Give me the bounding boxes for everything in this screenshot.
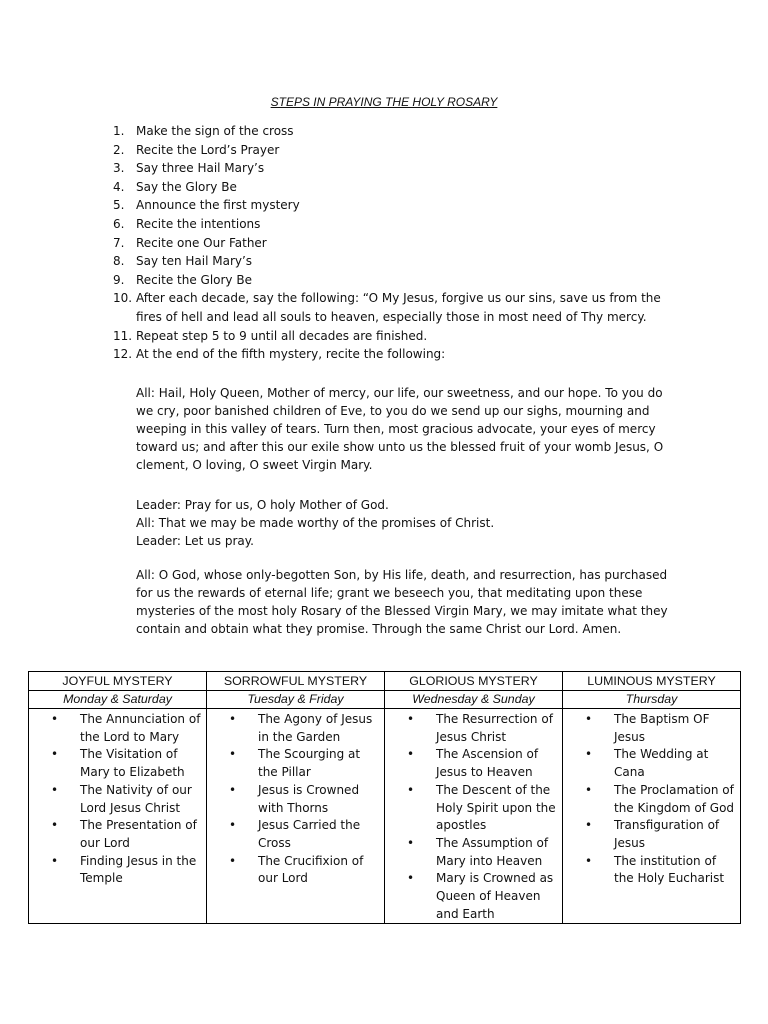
step-text: Make the sign of the cross — [136, 124, 294, 138]
step-item — [113, 122, 673, 141]
mystery-text: Jesus Carried the Cross — [258, 818, 361, 850]
bullet-icon: • — [407, 835, 415, 850]
mystery-text: The Assumption of Mary into Heaven — [436, 835, 549, 868]
paragraph-text: All: O God, whose only-begotten Son, by His life, death, and resurrection, has purchased for us the rewards of eternal life; grant we beseech you, that meditating upon these mysteries of the most holy Rosary of the Blessed Virgin Mary, we may imitate what they contain and obtain what they promise. Through the same Christ our Lord. Amen. — [136, 568, 668, 636]
step-item — [113, 271, 673, 290]
bullet-icon: • — [229, 747, 237, 762]
mystery-list — [207, 711, 384, 888]
mystery-text: Mary is Crowned as Queen of Heaven and Earth — [436, 871, 554, 921]
mystery-text: The Scourging at the Pillar — [258, 747, 361, 780]
mystery-text: The Presentation of our Lord — [80, 818, 197, 850]
step-text: Recite one Our Father — [136, 235, 267, 250]
step-text: Say the Glory Be — [136, 179, 237, 194]
closing-prayer-paragraph — [136, 566, 676, 638]
days-sorrowful: Tuesday & Friday — [207, 691, 385, 709]
mystery-text: The Resurrection of Jesus Christ — [436, 712, 553, 744]
days-luminous: Thursday — [563, 691, 741, 709]
list-item — [207, 853, 384, 888]
hail-holy-queen-paragraph — [136, 384, 676, 474]
step-text: Announce the first mystery — [136, 198, 300, 213]
column-header-glorious: GLORIOUS MYSTERY — [385, 672, 563, 691]
bullet-icon: • — [585, 853, 593, 868]
mystery-text: The Proclamation of the Kingdom of God — [614, 782, 735, 815]
table-items-row — [29, 709, 741, 924]
mystery-list — [385, 711, 562, 923]
list-item — [563, 746, 740, 781]
bullet-icon: • — [407, 871, 415, 886]
column-header-sorrowful: SORROWFUL MYSTERY — [207, 672, 385, 691]
mystery-text: The Ascension of Jesus to Heaven — [436, 747, 539, 780]
document-title: STEPS IN PRAYING THE HOLY ROSARY — [270, 95, 498, 109]
step-number: 4. — [113, 179, 125, 194]
bullet-icon: • — [585, 747, 593, 762]
step-item — [113, 345, 673, 364]
bullet-icon: • — [51, 782, 59, 797]
column-header-luminous: LUMINOUS MYSTERY — [563, 672, 741, 691]
list-item — [385, 870, 562, 923]
response-line: All: That we may be made worthy of the promises of Christ. — [136, 516, 495, 530]
step-text: After each decade, say the following: “O My Jesus, forgive us our sins, save us from the fires of hell and lead all souls to heaven, especially those in most need of Thy mercy. — [136, 291, 661, 324]
mystery-text: Jesus is Crowned with Thorns — [258, 782, 360, 815]
step-number: 6. — [113, 216, 125, 231]
list-item — [385, 711, 562, 746]
list-item — [207, 746, 384, 781]
step-text: Repeat step 5 to 9 until all decades are finished. — [136, 328, 428, 343]
step-number: 10. — [113, 291, 133, 306]
bullet-icon: • — [229, 853, 237, 868]
step-item — [113, 289, 673, 326]
step-number: 12. — [113, 347, 133, 362]
days-joyful: Monday & Saturday — [29, 691, 207, 709]
response-line: Leader: Let us pray. — [136, 534, 254, 548]
mystery-text: The Crucifixion of our Lord — [258, 853, 364, 886]
step-number: 8. — [113, 254, 125, 269]
list-item — [207, 782, 384, 817]
step-item — [113, 196, 673, 215]
mystery-text: The Baptism OF Jesus — [614, 712, 710, 744]
bullet-icon: • — [51, 853, 59, 868]
bullet-icon: • — [229, 712, 237, 726]
mysteries-table — [28, 671, 741, 924]
step-item — [113, 234, 673, 253]
step-item — [113, 252, 673, 271]
responses-block — [136, 496, 676, 550]
days-glorious: Wednesday & Sunday — [385, 691, 563, 709]
list-item — [29, 782, 206, 817]
items-glorious — [385, 709, 563, 924]
steps-list — [113, 122, 673, 364]
step-number: 11. — [113, 328, 133, 343]
bullet-icon: • — [229, 818, 237, 833]
mystery-text: The institution of the Holy Eucharist — [614, 853, 725, 886]
mystery-text: The Agony of Jesus in the Garden — [258, 712, 373, 744]
list-item — [207, 817, 384, 852]
table-header-row — [29, 672, 741, 691]
step-text: Recite the intentions — [136, 216, 261, 231]
step-text: Say three Hail Mary’s — [136, 161, 265, 176]
step-number: 7. — [113, 235, 125, 250]
step-number: 5. — [113, 198, 125, 213]
bullet-icon: • — [407, 782, 415, 797]
step-item — [113, 327, 673, 346]
list-item — [385, 782, 562, 835]
list-item — [29, 853, 206, 888]
step-item — [113, 159, 673, 178]
list-item — [563, 853, 740, 888]
list-item — [29, 711, 206, 746]
list-item — [385, 746, 562, 781]
items-sorrowful — [207, 709, 385, 924]
step-item — [113, 215, 673, 234]
items-joyful — [29, 709, 207, 924]
step-item — [113, 178, 673, 197]
paragraph-text: All: Hail, Holy Queen, Mother of mercy, our life, our sweetness, and our hope. To you do we cry, poor banished children of Eve, to you do we send up our sighs, mourning and weeping in this valley of tears. Turn then, most gracious advocate, your eyes of mercy toward us; and after this our exile show unto us the blessed fruit of your womb Jesus, O clement, O loving, O sweet Virgin Mary. — [136, 386, 664, 472]
step-text: At the end of the fifth mystery, recite the following: — [136, 347, 446, 362]
bullet-icon: • — [585, 712, 593, 726]
list-item — [29, 746, 206, 781]
step-text: Recite the Lord’s Prayer — [136, 142, 280, 157]
bullet-icon: • — [407, 747, 415, 762]
mystery-text: The Annunciation of the Lord to Mary — [80, 712, 201, 744]
step-number: 2. — [113, 142, 125, 157]
list-item — [563, 817, 740, 852]
mystery-list — [563, 711, 740, 888]
bullet-icon: • — [407, 712, 415, 726]
step-number: 1. — [113, 124, 125, 138]
mystery-text: The Descent of the Holy Spirit upon the apostles — [436, 782, 556, 833]
list-item — [29, 817, 206, 852]
mystery-text: Transfiguration of Jesus — [614, 818, 720, 850]
bullet-icon: • — [585, 818, 593, 833]
list-item — [563, 711, 740, 746]
mystery-text: The Nativity of our Lord Jesus Christ — [80, 782, 192, 815]
list-item — [207, 711, 384, 746]
bullet-icon: • — [229, 782, 237, 797]
step-text: Say ten Hail Mary’s — [136, 254, 253, 269]
items-luminous — [563, 709, 741, 924]
list-item — [563, 782, 740, 817]
bullet-icon: • — [51, 747, 59, 762]
mystery-list — [29, 711, 206, 888]
step-item — [113, 141, 673, 160]
bullet-icon: • — [51, 818, 59, 833]
response-line: Leader: Pray for us, O holy Mother of God. — [136, 498, 389, 512]
step-number: 9. — [113, 272, 125, 287]
step-number: 3. — [113, 161, 125, 176]
bullet-icon: • — [585, 782, 593, 797]
mystery-text: The Visitation of Mary to Elizabeth — [80, 747, 185, 780]
column-header-joyful: JOYFUL MYSTERY — [29, 672, 207, 691]
table-days-row — [29, 691, 741, 709]
bullet-icon: • — [51, 712, 59, 726]
list-item — [385, 835, 562, 870]
mystery-text: Finding Jesus in the Temple — [80, 853, 197, 886]
mystery-text: The Wedding at Cana — [614, 747, 709, 780]
step-text: Recite the Glory Be — [136, 272, 252, 287]
